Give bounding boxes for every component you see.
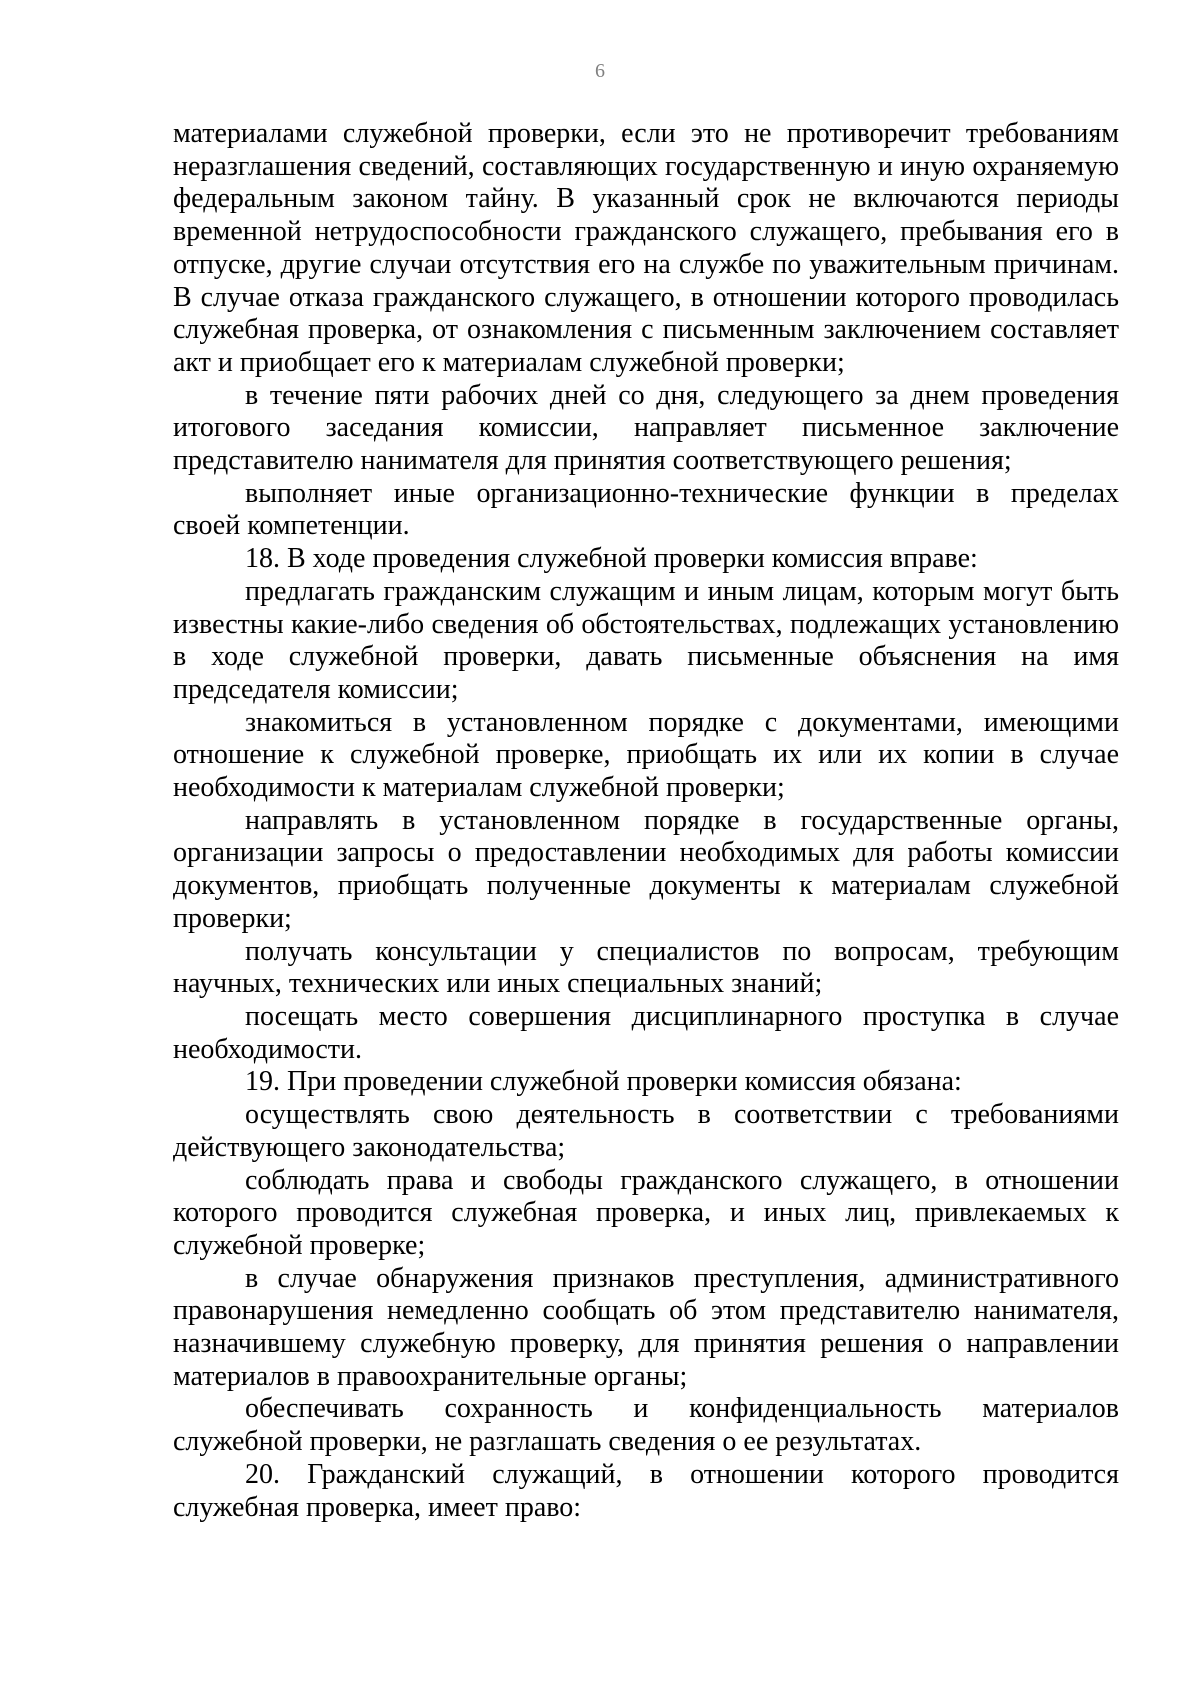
- section-heading: 19. При проведении служебной проверки комиссия обязана:: [245, 1066, 962, 1098]
- paragraph: получать консультации у специалистов по вопросам, требующим научных, технических или иных специальных знаний;: [173, 935, 1119, 1000]
- paragraph: материалами служебной проверки, если это не противоречит требованиям неразглашения сведений, составляющих государственную и иную охраняемую федеральным законом тайну. В указанный срок не включаются периоды временной нетрудоспособности гражданского служащего, пребывания его в отпуске, другие случаи отсутствия его на службе по уважительным причинам. В случае отказа гражданского служащего, в отношении которого проводилась служебная проверка, от ознакомления с письменным заключением составляет акт и приобщает его к материалам служебной проверки;: [173, 118, 1119, 378]
- section-heading: 20. Гражданский служащий, в отношении которого проводится служебная проверка, имеет право:: [173, 1458, 1119, 1523]
- paragraph: предлагать гражданским служащим и иным лицам, которым могут быть известны какие-либо сведения об обстоятельствах, подлежащих установлению в ходе служебной проверки, давать письменные объяснения на имя председателя комиссии;: [173, 575, 1119, 705]
- section-heading: 18. В ходе проведения служебной проверки комиссия вправе:: [245, 543, 978, 575]
- page-number: 6: [595, 60, 605, 82]
- paragraph: выполняет иные организационно-технические функции в пределах своей компетенции.: [173, 477, 1119, 542]
- paragraph: посещать место совершения дисциплинарного проступка в случае необходимости.: [173, 1000, 1119, 1065]
- paragraph: осуществлять свою деятельность в соответствии с требованиями действующего законодательства;: [173, 1099, 1119, 1163]
- paragraph: в течение пяти рабочих дней со дня, следующего за днем проведения итогового заседания комиссии, направляет письменное заключение представителю нанимателя для принятия соответствующего решения;: [173, 379, 1119, 477]
- document-body: [173, 118, 1119, 1524]
- paragraph: знакомиться в установленном порядке с документами, имеющими отношение к служебной проверке, приобщать их или их копии в случае необходимости к материалам служебной проверки;: [173, 706, 1119, 804]
- paragraph: в случае обнаружения признаков преступления, административного правонарушения немедленно сообщать об этом представителю нанимателя, назначившему служебную проверку, для принятия решения о направлении материалов в правоохранительные органы;: [173, 1262, 1119, 1392]
- paragraph: соблюдать права и свободы гражданского служащего, в отношении которого проводится служебная проверка, и иных лиц, привлекаемых к служебной проверке;: [173, 1164, 1119, 1261]
- paragraph: направлять в установленном порядке в государственные органы, организации запросы о предоставлении необходимых для работы комиссии документов, приобщать полученные документы к материалам служебной проверки;: [173, 804, 1119, 934]
- paragraph: обеспечивать сохранность и конфиденциальность материалов служебной проверки, не разглашать сведения о ее результатах.: [173, 1393, 1119, 1458]
